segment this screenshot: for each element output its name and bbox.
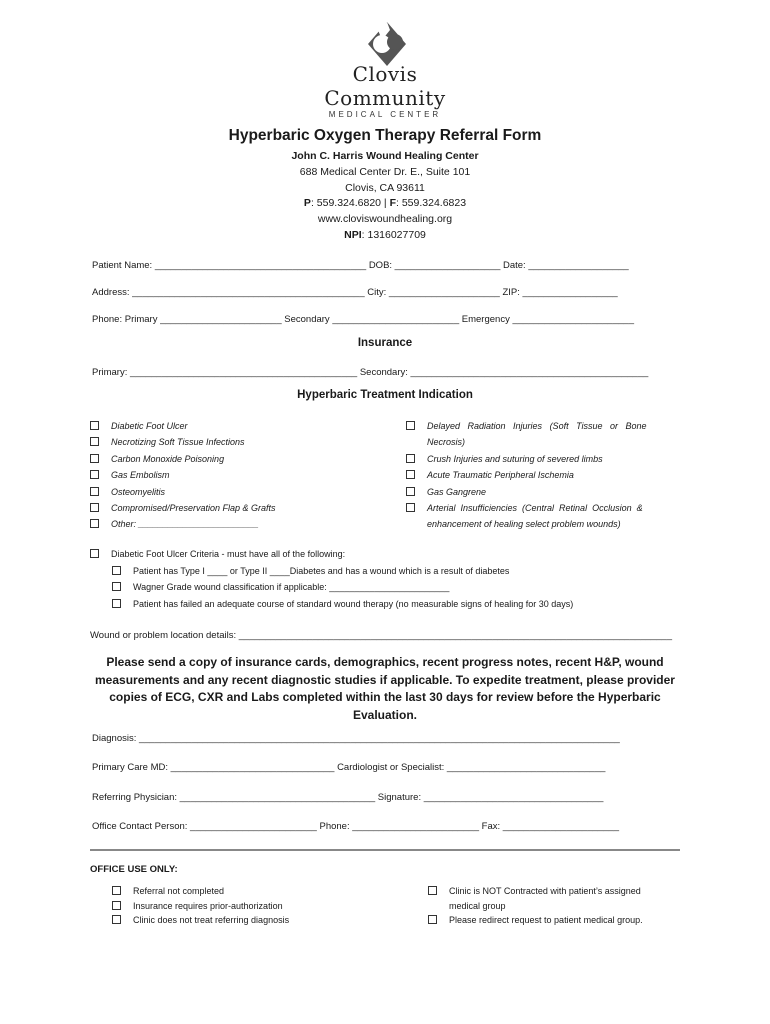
list-item-continued: enhancement of healing select problem wounds) xyxy=(427,519,621,530)
checkbox[interactable] xyxy=(90,421,99,430)
checkbox[interactable] xyxy=(406,421,415,430)
center-address-2: Clovis, CA 93611 xyxy=(345,182,425,194)
center-npi xyxy=(0,229,770,241)
center-address-1: 688 Medical Center Dr. E., Suite 101 xyxy=(299,166,471,178)
checkbox[interactable] xyxy=(90,549,99,558)
phone-value: : 559.324.6820 | xyxy=(310,197,390,209)
list-item: Patient has failed an adequate course of standard wound therapy (no measurable signs of healing for 30 days) xyxy=(112,596,573,612)
wound-location-line[interactable]: Wound or problem location details: __________________________________________________________________________________ xyxy=(90,630,672,641)
indication-heading: Hyperbaric Treatment Indication xyxy=(297,389,473,401)
list-item: Other: ________________________ xyxy=(90,516,390,532)
logo-text-clovis: Clovis xyxy=(352,62,418,86)
npi-value: : 1316027709 xyxy=(361,229,426,241)
list-item: Delayed Radiation Injuries (Soft Tissue or Bone xyxy=(406,418,682,434)
pcp-cardiologist-line[interactable]: Primary Care MD: _______________________________ Cardiologist or Specialist: ______________________________ xyxy=(92,762,606,773)
checkbox[interactable] xyxy=(406,503,415,512)
patient-phone-line[interactable]: Phone: Primary _______________________ Secondary ________________________ Emergency _______________________ xyxy=(92,314,634,325)
list-item: Clinic is NOT Contracted with patient’s assigned xyxy=(428,884,643,899)
form-title: Hyperbaric Oxygen Therapy Referral Form xyxy=(228,127,542,144)
checkbox[interactable] xyxy=(406,454,415,463)
npi-label: NPI xyxy=(344,229,362,241)
list-item: Acute Traumatic Peripheral Ischemia xyxy=(406,467,682,483)
patient-address-line[interactable]: Address: ____________________________________________ City: _____________________ ZIP: __________________ xyxy=(92,287,618,298)
dfu-criteria xyxy=(90,546,345,562)
phone-label: P xyxy=(303,197,311,209)
patient-name-dob-date-line[interactable]: Patient Name: ________________________________________ DOB: ____________________ Date: ___________________ xyxy=(92,260,629,271)
checkbox[interactable] xyxy=(90,487,99,496)
list-item: Diabetic Foot Ulcer xyxy=(90,418,390,434)
office-contact-line[interactable]: Office Contact Person: ________________________ Phone: ________________________ Fax: ______________________ xyxy=(92,821,620,832)
list-item: Compromised/Preservation Flap & Grafts xyxy=(90,500,390,516)
office-right-list xyxy=(428,884,643,928)
checkbox[interactable] xyxy=(428,886,437,895)
list-item-continued: medical group xyxy=(449,900,506,911)
list-item: Diabetic Foot Ulcer Criteria - must have all of the following: xyxy=(90,546,345,562)
checkbox[interactable] xyxy=(90,519,99,528)
submission-notice: Please send a copy of insurance cards, demographics, recent progress notes, recent H&P, wound measurements and any recent diagnostic studies if applicable. To expedite treatment, please provider copies of ECG, CXR and Labs completed within the last 30 days for review before the Hyperbaric Evaluation. xyxy=(95,655,675,722)
office-use-heading: OFFICE USE ONLY: xyxy=(90,864,178,875)
office-left-list xyxy=(112,884,289,928)
list-item: Gas Embolism xyxy=(90,467,390,483)
fax-value: : 559.324.6823 xyxy=(396,197,467,209)
checkbox[interactable] xyxy=(90,454,99,463)
checkbox[interactable] xyxy=(406,470,415,479)
checkbox[interactable] xyxy=(112,566,121,575)
checkbox[interactable] xyxy=(90,470,99,479)
list-item: Arterial Insufficiencies (Central Retinal Occlusion & xyxy=(406,500,682,516)
indication-right-list xyxy=(406,418,682,533)
insurance-line[interactable]: Primary: ___________________________________________ Secondary: _____________________________________________ xyxy=(92,367,649,378)
divider xyxy=(90,849,680,851)
center-website[interactable]: www.cloviswoundhealing.org xyxy=(317,213,453,225)
logo-text-community: Community xyxy=(324,86,446,110)
list-item: Please redirect request to patient medical group. xyxy=(428,913,643,928)
list-item: Crush Injuries and suturing of severed limbs xyxy=(406,451,682,467)
checkbox[interactable] xyxy=(112,582,121,591)
fax-label: F xyxy=(389,197,396,209)
logo-text-medical-center: MEDICAL CENTER xyxy=(328,110,442,119)
checkbox[interactable] xyxy=(112,915,121,924)
checkbox[interactable] xyxy=(428,915,437,924)
diagnosis-line[interactable]: Diagnosis: ___________________________________________________________________________________________ xyxy=(92,733,620,744)
list-item: Wagner Grade wound classification if applicable: ________________________ xyxy=(112,579,573,595)
list-item-continued: Necrosis) xyxy=(427,437,466,448)
checkbox[interactable] xyxy=(406,487,415,496)
indication-left-list xyxy=(90,418,390,533)
insurance-heading: Insurance xyxy=(357,337,413,349)
checkbox[interactable] xyxy=(112,886,121,895)
center-name: John C. Harris Wound Healing Center xyxy=(291,150,479,162)
list-item: Carbon Monoxide Poisoning xyxy=(90,451,390,467)
list-item: Osteomyelitis xyxy=(90,484,390,500)
list-item: Gas Gangrene xyxy=(406,484,682,500)
checkbox[interactable] xyxy=(112,599,121,608)
list-item: Referral not completed xyxy=(112,884,289,899)
referring-physician-line[interactable]: Referring Physician: _____________________________________ Signature: __________________________________ xyxy=(92,792,604,803)
list-item: Clinic does not treat referring diagnosis xyxy=(112,913,289,928)
checkbox[interactable] xyxy=(90,503,99,512)
list-item: Patient has Type I ____ or Type II ____Diabetes and has a wound which is a result of diabetes xyxy=(112,563,573,579)
list-item: Necrotizing Soft Tissue Infections xyxy=(90,434,390,450)
dfu-criteria-sublist xyxy=(112,563,573,612)
checkbox[interactable] xyxy=(112,901,121,910)
list-item: Insurance requires prior-authorization xyxy=(112,899,289,914)
checkbox[interactable] xyxy=(90,437,99,446)
center-phone-fax xyxy=(0,197,770,209)
